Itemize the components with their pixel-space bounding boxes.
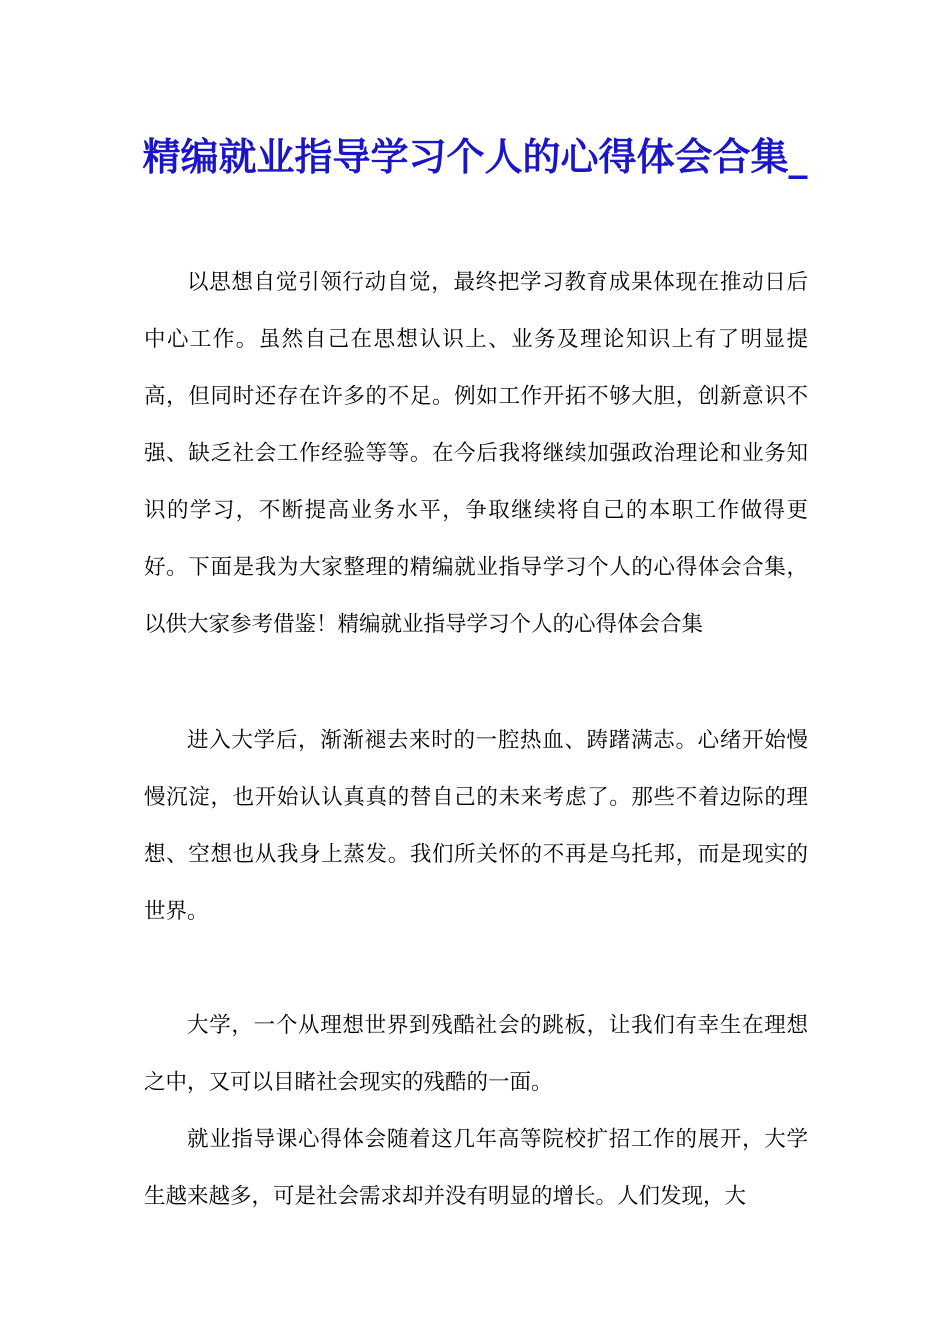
body-paragraph: 以思想自觉引领行动自觉，最终把学习教育成果体现在推动日后中心工作。虽然自己在思想认识上、业务及理论知识上有了明显提高，但同时还存在许多的不足。例如工作开拓不够大胆，创新意识不强、缺乏社会工作经验等等。在今后我将继续加强政治理论和业务知识的学习，不断提高业务水平，争取继续将自己的本职工作做得更好。下面是我为大家整理的精编就业指导学习个人的心得体会合集，以供大家参考借鉴！精编就业指导学习个人的心得体会合集: [144, 270, 808, 637]
body-paragraph: 进入大学后，渐渐褪去来时的一腔热血、踌躇满志。心绪开始慢慢沉淀，也开始认认真真的替自己的未来考虑了。那些不着边际的理想、空想也从我身上蒸发。我们所关怀的不再是乌托邦，而是现实的世界。: [144, 728, 808, 924]
document-title: 精编就业指导学习个人的心得体会合集_: [142, 134, 808, 179]
body-paragraph: 就业指导课心得体会随着这几年高等院校扩招工作的展开，大学生越来越多，可是社会需求却并没有明显的增长。人们发现，大: [144, 1127, 808, 1209]
body-paragraph: 大学，一个从理想世界到残酷社会的跳板，让我们有幸生在理想之中，又可以目睹社会现实的残酷的一面。: [144, 1013, 808, 1095]
